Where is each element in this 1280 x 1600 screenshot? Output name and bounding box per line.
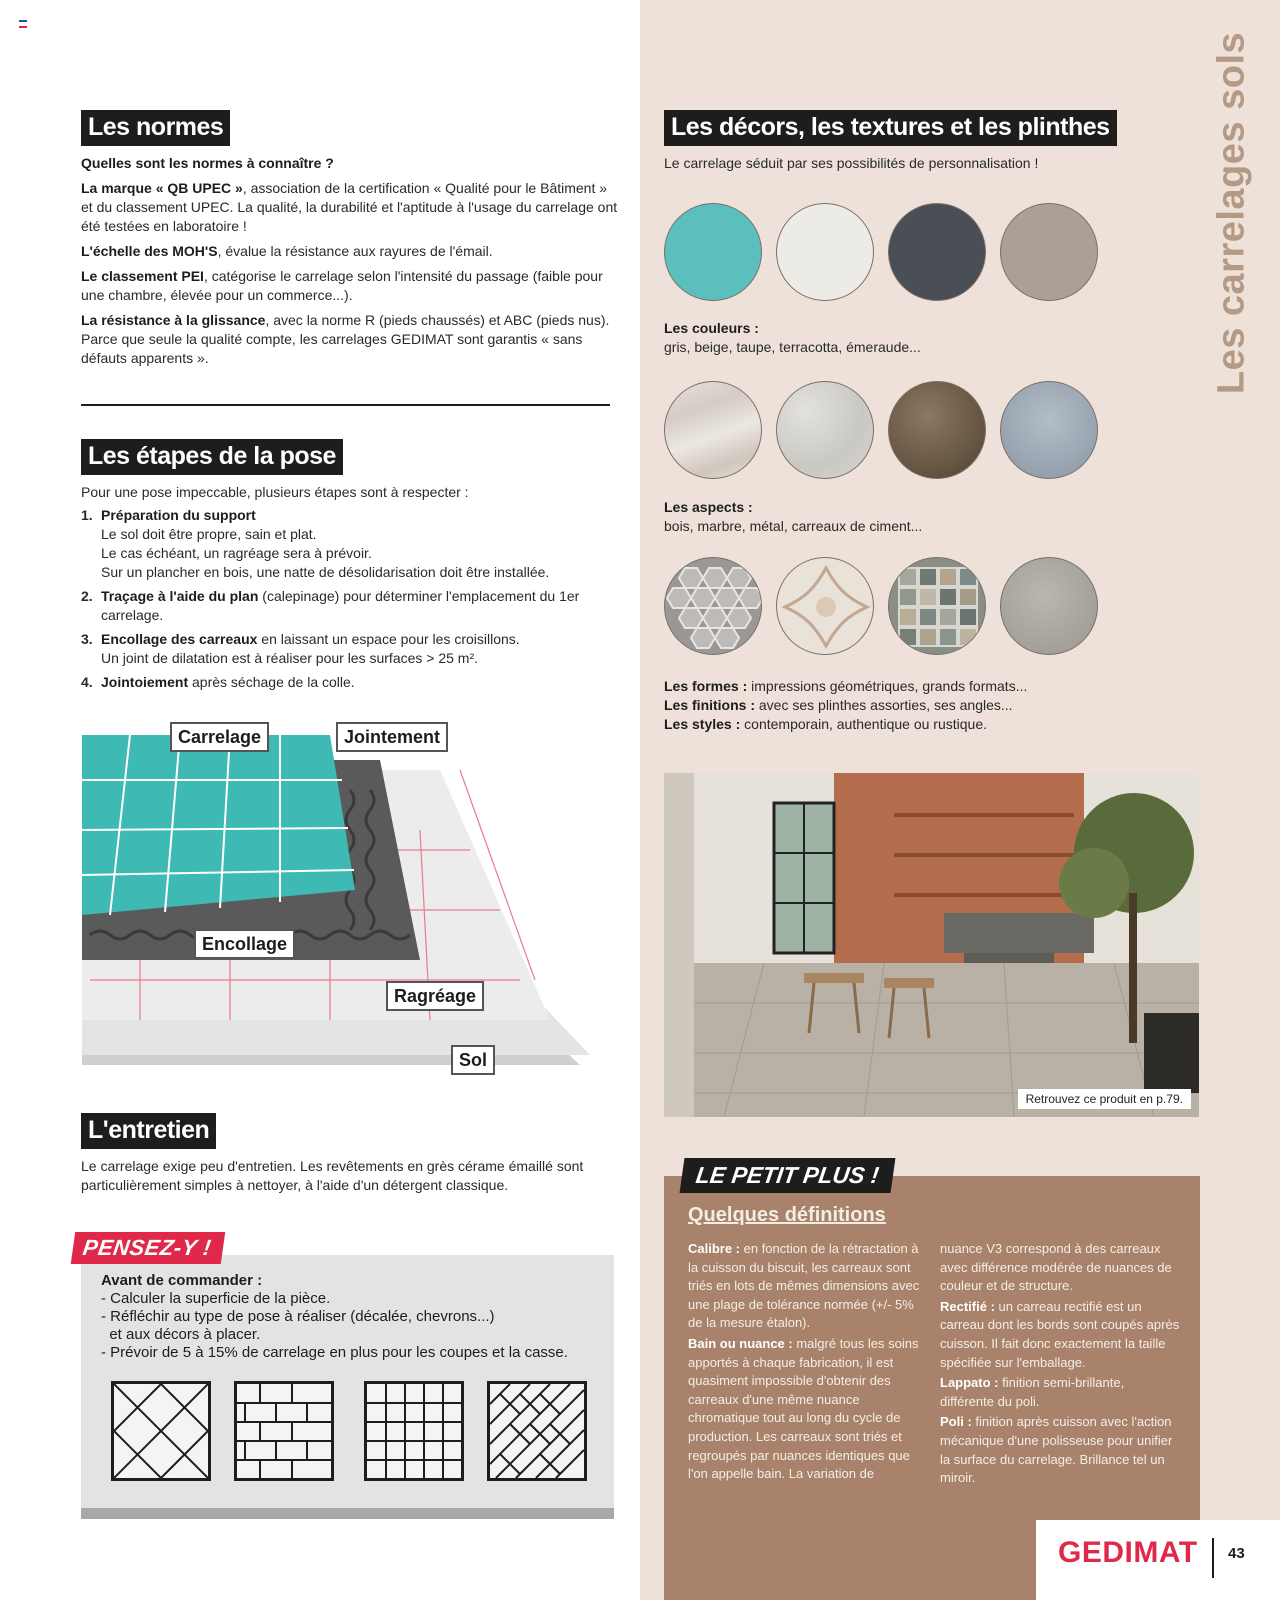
pensez-item: - Prévoir de 5 à 15% de carrelage en plus pour les coupes et la casse.	[101, 1344, 568, 1361]
label-jointement: Jointement	[336, 722, 448, 752]
section-decors	[664, 110, 1184, 173]
entretien-text: Le carrelage exige peu d'entretien. Les revêtements en grès cérame émaillé sont particulièrement simples à nettoyer, à l'aide d'un détergent classique.	[81, 1158, 584, 1193]
normes-question: Quelles sont les normes à connaître ?	[81, 155, 334, 171]
heading-pose: Les étapes de la pose	[81, 439, 343, 475]
swatch-color-emerald	[664, 203, 762, 301]
pensez-item: - Calculer la superficie de la pièce.	[101, 1290, 331, 1307]
couleurs-block: Les couleurs : gris, beige, taupe, terracotta, émeraude...	[664, 320, 921, 355]
pattern-chevron	[487, 1381, 587, 1481]
gedimat-logo: GEDIMAT	[1058, 1536, 1198, 1569]
label-ragreage: Ragréage	[386, 981, 484, 1011]
pose-steps-list	[81, 506, 621, 692]
petit-plus-subtitle: Quelques définitions	[688, 1204, 886, 1226]
swatch-color-taupe	[1000, 203, 1098, 301]
def-poli: Poli : finition après cuisson avec l'action mécanique d'une polisseuse pour unifier la surface du carrelage. Brillance tel un miroir.	[940, 1414, 1173, 1486]
swatch-form-mosaic	[888, 557, 986, 655]
vertical-page-title: Les carrelages sols	[1210, 31, 1253, 395]
pensez-item: - Réfléchir au type de pose à réaliser (décalée, chevrons...)	[101, 1308, 495, 1325]
section-entretien	[81, 1113, 621, 1195]
pensez-y-tag: PENSEZ-Y !	[71, 1232, 226, 1264]
pensez-y-box	[81, 1255, 614, 1519]
pattern-diagonal	[111, 1381, 211, 1481]
pensez-item: et aux décors à placer.	[101, 1326, 261, 1343]
pattern-grid	[364, 1381, 464, 1481]
pose-step: 2. Traçage à l'aide du plan (calepinage) pour déterminer l'emplacement du 1er carrelage.	[81, 588, 580, 623]
aspects-block: Les aspects : bois, marbre, métal, carreaux de ciment...	[664, 499, 923, 534]
def-nuance: nuance V3 correspond à des carreaux avec différence modérée de nuances de couleur et de structure.	[940, 1241, 1172, 1294]
section-divider	[81, 404, 610, 406]
label-carrelage: Carrelage	[170, 722, 269, 752]
def-bain: Bain ou nuance : malgré tous les soins apportés à chaque fabrication, il est quasiment impossible d'obtenir des carreaux d'une même nuance chromatique tout au long du cycle de production. Les carreaux sont triés et regroupés par nuances identiques que l'on appelle bain. La variation de	[688, 1335, 919, 1482]
definitions-col-right	[940, 1240, 1180, 1490]
def-lappato: Lappato : finition semi-brillante, différente du poli.	[940, 1375, 1125, 1409]
normes-paragraph-mohs: L'échelle des MOH'S, évalue la résistance aux rayures de l'émail.	[81, 243, 493, 259]
swatch-aspect-marble	[776, 381, 874, 479]
layers-illustration	[80, 730, 610, 1080]
petit-plus-tag: LE PETIT PLUS !	[680, 1158, 896, 1193]
pensez-title: Avant de commander :	[101, 1272, 263, 1289]
decors-intro: Le carrelage séduit par ses possibilités de personnalisation !	[664, 155, 1039, 171]
pose-step: 4. Jointoiement après séchage de la colle.	[81, 674, 355, 690]
swatch-form-hexagon	[664, 557, 762, 655]
section-normes	[81, 110, 621, 374]
swatch-aspect-metal	[888, 381, 986, 479]
normes-paragraph-glissance: La résistance à la glissance, avec la norme R (pieds chaussés) et ABC (pieds nus). Parce que seule la qualité compte, les carrelages GEDIMAT sont garantis « sans défauts apparents ».	[81, 312, 610, 366]
def-rectifie: Rectifié : un carreau rectifié est un carreau dont les bords sont coupés après cuisson. Il fait donc exactement la taille spécifiée sur l'emballage.	[940, 1298, 1180, 1370]
section-pose	[81, 439, 621, 697]
footer-separator	[1212, 1538, 1214, 1578]
swatch-form-plain	[1000, 557, 1098, 655]
normes-paragraph-qb: La marque « QB UPEC », association de la certification « Qualité pour le Bâtiment » et du classement UPEC. La qualité, la durabilité et l'aptitude à l'usage du carrelage ont été testées en laboratoire !	[81, 180, 618, 234]
carrelage-layer	[82, 735, 355, 915]
swatch-form-pattern	[776, 557, 874, 655]
label-encollage: Encollage	[194, 929, 295, 959]
page-number: 43	[1228, 1545, 1245, 1562]
normes-paragraph-pei: Le classement PEI, catégorise le carrelage selon l'intensité du passage (faible pour une chambre, élevée pour un commerce...).	[81, 268, 603, 303]
swatch-color-grey	[888, 203, 986, 301]
heading-decors: Les décors, les textures et les plinthes	[664, 110, 1117, 146]
formes-finitions-styles-block: Les formes : impressions géométriques, grands formats... Les finitions : avec ses plinthes assorties, ses angles... Les styles : contemporain, authentique ou rustique.	[664, 678, 1028, 732]
heading-normes: Les normes	[81, 110, 230, 146]
photo-caption: Retrouvez ce produit en p.79.	[1018, 1089, 1191, 1109]
pose-step: 3. Encollage des carreaux en laissant un espace pour les croisillons. Un joint de dilatation est à réaliser pour les surfaces > 25 m².	[81, 631, 520, 666]
swatch-aspect-wood	[664, 381, 762, 479]
label-sol: Sol	[451, 1045, 495, 1075]
heading-entretien: L'entretien	[81, 1113, 216, 1149]
swatch-aspect-cement	[1000, 381, 1098, 479]
flag-icon	[19, 20, 27, 28]
tiling-layers-diagram	[80, 727, 610, 1080]
swatch-color-beige	[776, 203, 874, 301]
def-calibre: Calibre : en fonction de la rétractation à la cuisson du biscuit, les carreaux sont triés en lots de mêmes dimensions avec une plage de tolérance normée (+/- 5% de la mesure étalon).	[688, 1241, 920, 1331]
pose-intro: Pour une pose impeccable, plusieurs étapes sont à respecter :	[81, 484, 469, 500]
pensez-bottom-bar	[81, 1508, 614, 1519]
definitions-col-left	[688, 1240, 928, 1486]
pattern-offset	[234, 1381, 334, 1481]
pensez-items	[101, 1290, 568, 1362]
kitchen-photo	[664, 773, 1199, 1117]
pose-step: 1. Préparation du support Le sol doit être propre, sain et plat. Le cas échéant, un ragréage sera à prévoir. Sur un plancher en bois, une natte de désolidarisation doit être installée.	[81, 507, 550, 580]
